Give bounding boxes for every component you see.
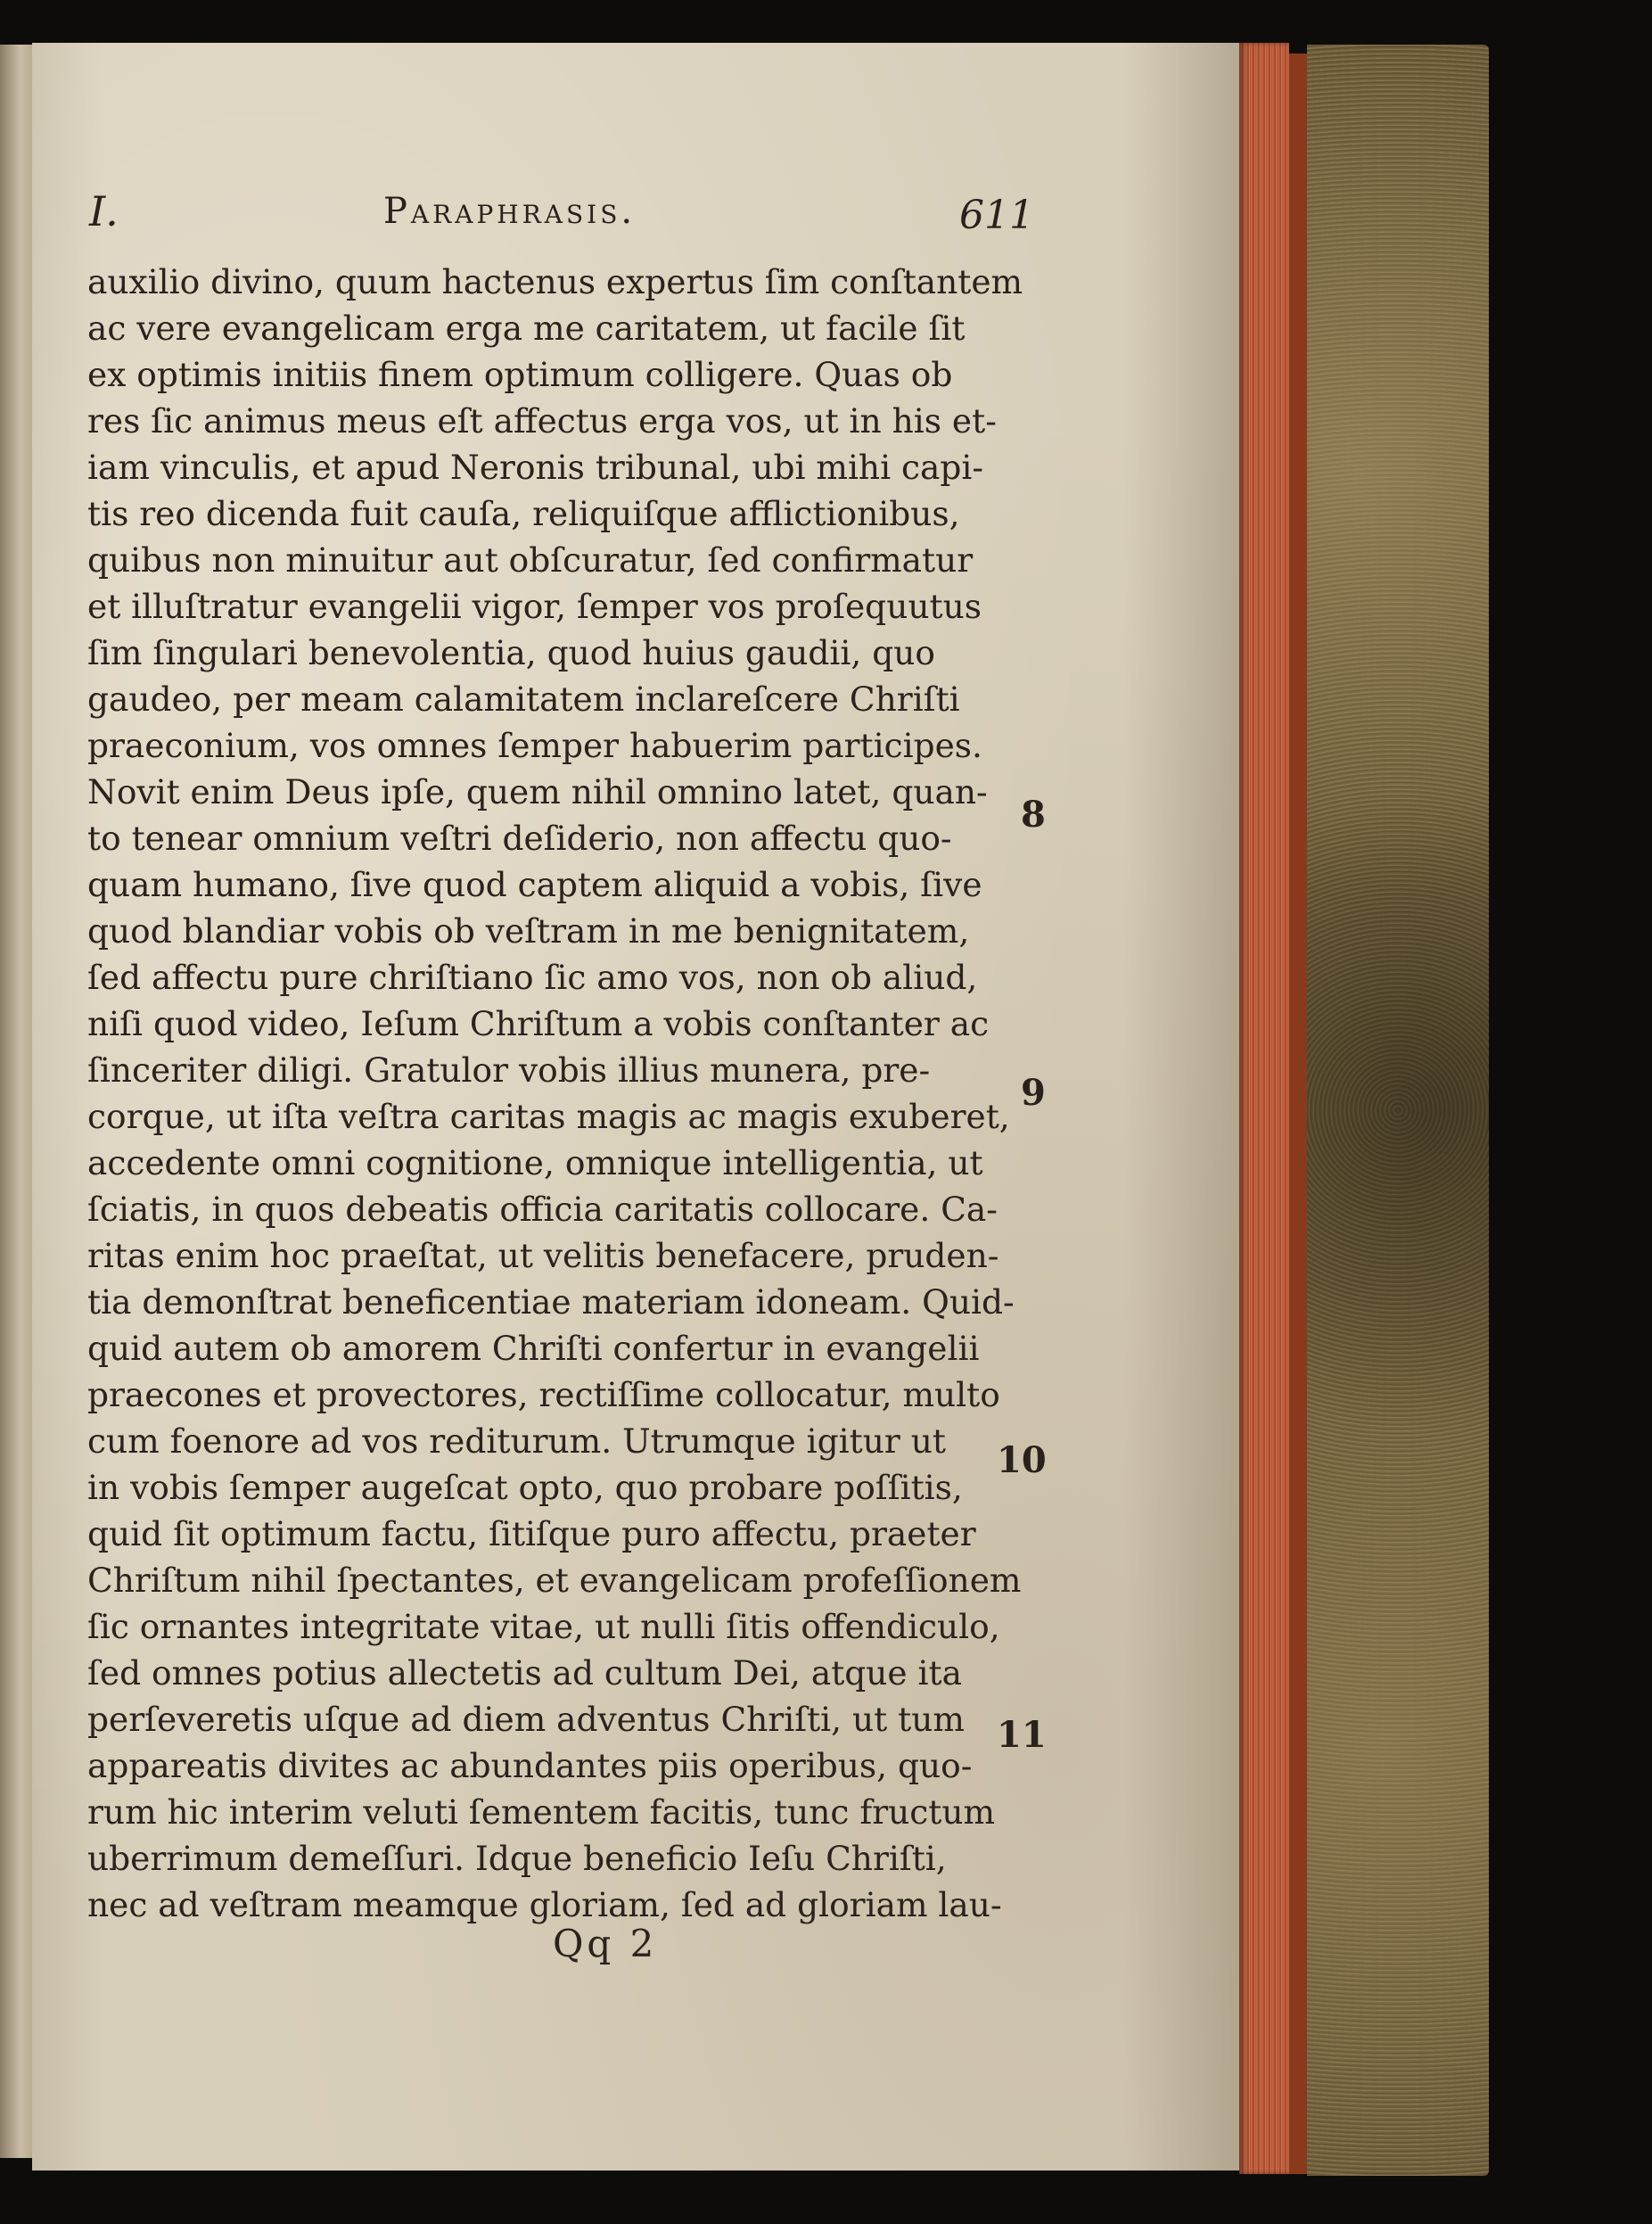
book-cover bbox=[1307, 45, 1489, 2176]
text-line: praecones et provectores, rectiſſime collocatur, multo bbox=[87, 1375, 1000, 1414]
verse-number-11: 11 bbox=[997, 1714, 1047, 1756]
page-block-edge bbox=[1239, 43, 1289, 2174]
left-page-edge bbox=[0, 45, 34, 2158]
verse-number-10: 10 bbox=[997, 1439, 1047, 1481]
text-line: perſeveretis uſque ad diem adventus Chriſti, ut tum bbox=[87, 1700, 965, 1739]
text-line: ſim ſingulari benevolentia, quod huius gaudii, quo bbox=[87, 633, 935, 672]
text-line: rum hic interim veluti ſementem facitis, tunc fructum bbox=[87, 1792, 996, 1832]
text-line: ſed omnes potius allectetis ad cultum Dei, atque ita bbox=[87, 1653, 962, 1693]
text-line: Chriſtum nihil ſpectantes, et evangelicam profeſſionem bbox=[87, 1561, 1022, 1600]
text-line: auxilio divino, quum hactenus expertus ſim conſtantem bbox=[87, 262, 1023, 301]
text-line: praeconium, vos omnes ſemper habuerim participes. bbox=[87, 726, 982, 765]
running-header bbox=[89, 187, 1034, 250]
text-line: res ſic animus meus eſt affectus erga vos, ut in his et- bbox=[87, 401, 997, 441]
text-line: tis reo dicenda fuit cauſa, reliquiſque afflictionibus, bbox=[87, 494, 960, 533]
text-line: et illuſtratur evangelii vigor, ſemper vos proſequutus bbox=[87, 587, 982, 626]
text-line: appareatis divites ac abundantes piis operibus, quo- bbox=[87, 1746, 973, 1785]
text-line: cum foenore ad vos rediturum. Utrumque igitur ut bbox=[87, 1421, 946, 1461]
chapter-number: I. bbox=[89, 187, 119, 235]
text-line: tia demonſtrat beneficentiae materiam idoneam. Quid- bbox=[87, 1282, 1015, 1322]
text-line: ſinceriter diligi. Gratulor vobis illius munera, pre- bbox=[87, 1050, 931, 1090]
text-line: Novit enim Deus ipſe, quem nihil omnino latet, quan- bbox=[87, 772, 988, 811]
text-line: nec ad veſtram meamque gloriam, ſed ad gloriam lau- bbox=[87, 1885, 1002, 1924]
text-line: ritas enim hoc praeſtat, ut velitis benefacere, pruden- bbox=[87, 1236, 999, 1275]
signature-mark: Qq 2 bbox=[553, 1922, 658, 1965]
text-line: ſed affectu pure chriſtiano ſic amo vos, non ob aliud, bbox=[87, 958, 978, 997]
page-number: 611 bbox=[959, 193, 1034, 238]
text-line: ſic ornantes integritate vitae, ut nulli ſitis offendiculo, bbox=[87, 1607, 1000, 1646]
page-body bbox=[87, 259, 1023, 1928]
text-line: uberrimum demeſſuri. Idque beneficio Ieſu Chriſti, bbox=[87, 1839, 947, 1878]
text-line: accedente omni cognitione, omnique intelligentia, ut bbox=[87, 1143, 983, 1182]
verse-number-9: 9 bbox=[1021, 1072, 1046, 1114]
verse-number-8: 8 bbox=[1021, 794, 1046, 836]
text-line: corque, ut iſta veſtra caritas magis ac magis exuberet, bbox=[87, 1097, 1010, 1136]
text-line: iam vinculis, et apud Neronis tribunal, ubi mihi capi- bbox=[87, 448, 984, 487]
text-line: ſciatis, in quos debeatis officia caritatis collocare. Ca- bbox=[87, 1190, 998, 1229]
running-title: Paraphrasis. bbox=[383, 191, 637, 232]
text-line: to tenear omnium veſtri deſiderio, non affectu quo- bbox=[87, 819, 952, 858]
text-line: quibus non minuitur aut obſcuratur, ſed confirmatur bbox=[87, 540, 974, 580]
text-line: quod blandiar vobis ob veſtram in me benignitatem, bbox=[87, 911, 970, 951]
text-line: ac vere evangelicam erga me caritatem, ut facile ſit bbox=[87, 309, 966, 348]
text-line: in vobis ſemper augeſcat opto, quo probare poſſitis, bbox=[87, 1468, 963, 1507]
text-line: quam humano, ſive quod captem aliquid a vobis, ſive bbox=[87, 865, 982, 904]
text-line: ex optimis initiis finem optimum colligere. Quas ob bbox=[87, 355, 953, 394]
binding-strip bbox=[1289, 54, 1307, 2174]
text-line: niſi quod video, Ieſum Chriſtum a vobis conſtanter ac bbox=[87, 1004, 990, 1043]
text-line: quid ſit optimum factu, ſitiſque puro affectu, praeter bbox=[87, 1514, 976, 1553]
text-line: gaudeo, per meam calamitatem inclareſcere Chriſti bbox=[87, 680, 960, 719]
text-line: quid autem ob amorem Chriſti confertur in evangelii bbox=[87, 1329, 980, 1368]
